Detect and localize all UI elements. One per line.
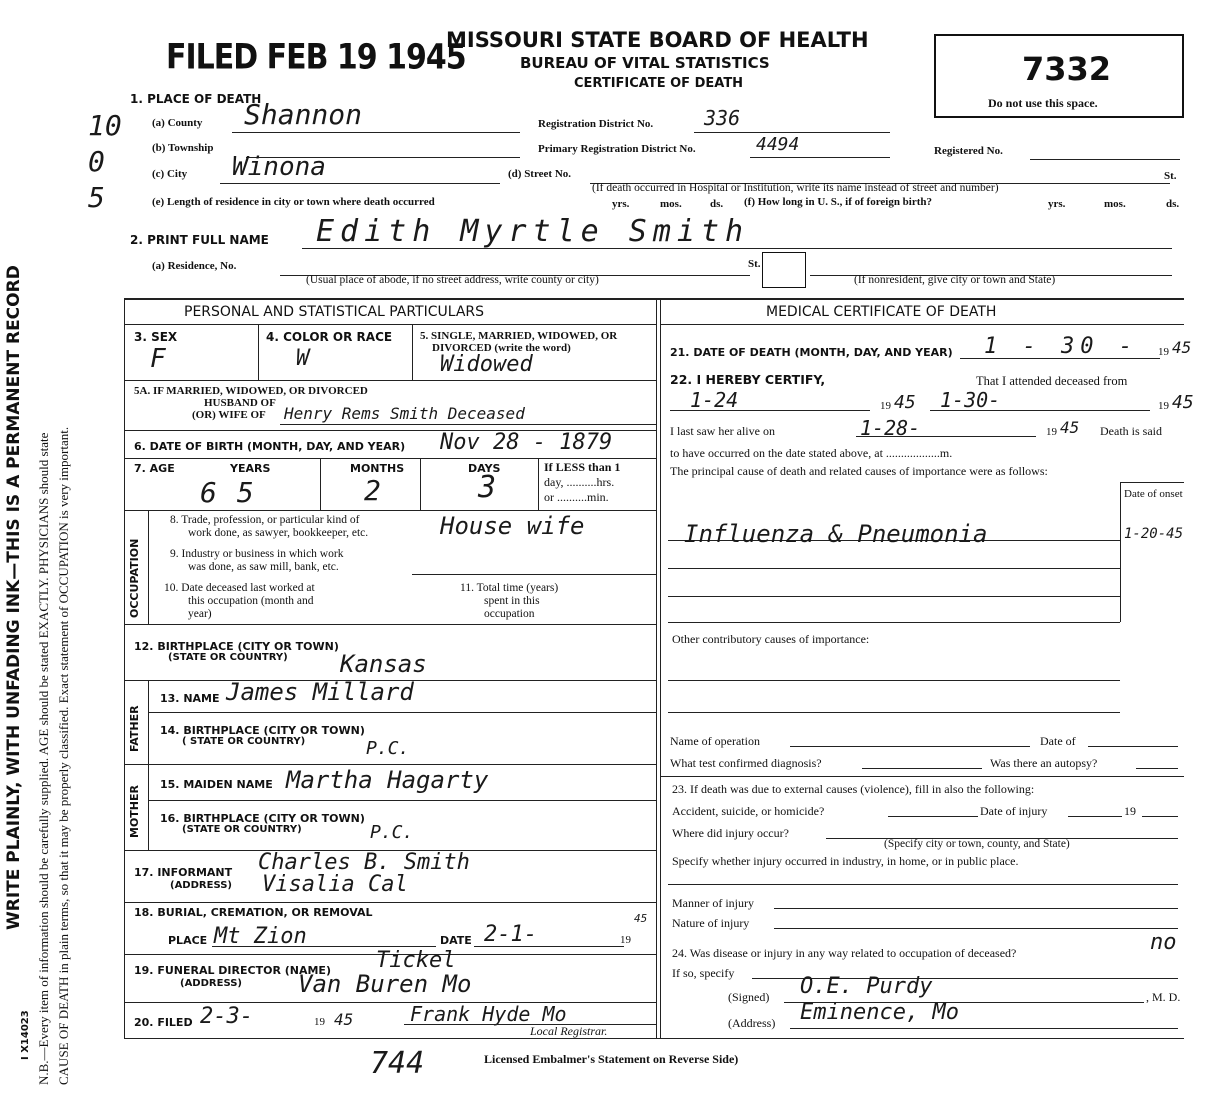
last-worked-label-1: 10. Date deceased last worked at (164, 582, 315, 594)
birthplace-label-2: (STATE OR COUNTRY) (168, 652, 288, 663)
spouse-label-2: HUSBAND OF (204, 397, 276, 409)
birthplace-value: Kansas (340, 650, 427, 678)
birthplace-label-1: 12. BIRTHPLACE (CITY OR TOWN) (134, 640, 339, 653)
table-top-rule (124, 298, 1184, 300)
full-name-value: Edith Myrtle Smith (316, 214, 750, 249)
test-confirmed-label: What test confirmed diagnosis? (670, 756, 822, 770)
personal-particulars-header: PERSONAL AND STATISTICAL PARTICULARS (184, 304, 485, 320)
primary-registration-value: 4494 (756, 134, 800, 155)
burial-date-19: 19 (620, 934, 631, 946)
trade-label-1: 8. Trade, profession, or particular kind of (170, 514, 360, 526)
sex-label: 3. SEX (134, 330, 178, 344)
mother-side-label: MOTHER (128, 785, 141, 838)
attended-from-19: 19 (880, 400, 891, 412)
total-time-label-2: spent in this (484, 595, 540, 607)
father-birthplace-label-2: ( STATE OR COUNTRY) (182, 736, 306, 747)
city-value: Winona (232, 152, 326, 182)
burial-label: 18. BURIAL, CREMATION, OR REMOVAL (134, 906, 373, 919)
age-years-value: 65 (200, 476, 274, 509)
last-saw-year: 45 (1060, 418, 1080, 437)
father-birthplace-label-1: 14. BIRTHPLACE (CITY OR TOWN) (160, 724, 365, 737)
date-of-onset-label: Date of onset (1124, 488, 1183, 500)
form-code: I X14023 (20, 1010, 31, 1060)
funeral-director-address-label: (ADDRESS) (180, 978, 242, 989)
registration-district-label: Registration District No. (538, 118, 654, 130)
last-saw-label: I last saw her alive on (670, 424, 775, 438)
form-certificate-title: CERTIFICATE OF DEATH (574, 76, 744, 91)
filed-label: 20. FILED (134, 1016, 193, 1029)
certify-text: That I attended deceased from (976, 374, 1128, 388)
total-time-label-3: occupation (484, 608, 535, 620)
filed-date-value: 2-3- (200, 1004, 253, 1029)
date-of-birth-value: Nov 28 - 1879 (440, 430, 613, 455)
age-label: 7. AGE (134, 462, 175, 475)
trade-value: House wife (440, 512, 585, 540)
maiden-name-value: Martha Hagarty (286, 766, 489, 794)
form-title: MISSOURI STATE BOARD OF HEALTH (446, 28, 869, 52)
spouse-label-1: 5A. IF MARRIED, WIDOWED, OR DIVORCED (134, 385, 368, 397)
attended-from-year: 45 (894, 392, 916, 413)
death-said-label: Death is said (1100, 424, 1162, 438)
medical-certificate-header: MEDICAL CERTIFICATE OF DEATH (766, 304, 997, 320)
signed-value: O.E. Purdy (800, 974, 933, 999)
street-st-label: St. (1164, 170, 1177, 182)
father-side-label: FATHER (128, 705, 141, 752)
city-label: (c) City (152, 168, 188, 180)
onset-value: 1-20-45 (1124, 526, 1184, 542)
cause-of-death-value: Influenza & Pneumonia (684, 520, 988, 548)
primary-registration-label: Primary Registration District No. (538, 143, 696, 155)
industry-label-1: 9. Industry or business in which work (170, 548, 344, 560)
informant-address-label: (ADDRESS) (170, 880, 232, 891)
residence-length-label: (e) Length of residence in city or town where death occurred (152, 196, 435, 208)
permanent-record-note: WRITE PLAINLY, WITH UNFADING INK—THIS IS A PERMANENT RECORD (4, 265, 24, 930)
injury-date-label: Date of injury (980, 804, 1048, 818)
md-label: , M. D. (1146, 990, 1181, 1004)
age-years-label: YEARS (230, 462, 271, 475)
last-worked-label-3: year) (188, 608, 212, 620)
registered-no-label: Registered No. (934, 145, 1003, 157)
date-of-death-value: 1 - 30 - (984, 334, 1138, 359)
industry-label-2: was done, as saw mill, bank, etc. (188, 561, 339, 573)
certify-label: 22. I HEREBY CERTIFY, (670, 372, 826, 387)
residence-label: (a) Residence, No. (152, 260, 237, 272)
funeral-director-value: Tickel (376, 948, 456, 973)
foreign-ds: ds. (1166, 198, 1180, 210)
office-use-note: Do not use this space. (988, 96, 1098, 110)
spouse-label-3: (OR) WIFE OF (192, 409, 266, 421)
bottom-number: 744 (370, 1046, 425, 1081)
foreign-birth-label: (f) How long in U. S., if of foreign birth? (744, 196, 933, 208)
age-months-value: 2 (364, 474, 381, 507)
mother-birthplace-label-1: 16. BIRTHPLACE (CITY OR TOWN) (160, 812, 365, 825)
autopsy-label: Was there an autopsy? (990, 756, 1098, 770)
principal-cause-text: The principal cause of death and related causes of importance were as follows: (670, 464, 1048, 478)
burial-place-value: Mt Zion (214, 924, 307, 949)
residence-mos: mos. (660, 198, 682, 210)
informant-address-value: Visalia Cal (262, 872, 408, 897)
operation-label: Name of operation (670, 734, 760, 748)
operation-date-label: Date of (1040, 734, 1076, 748)
color-race-value: W (296, 346, 310, 371)
last-saw-19: 19 (1046, 426, 1057, 438)
specify-location-note: (Specify city or town, county, and State) (884, 838, 1070, 850)
age-days-value: 3 (478, 470, 497, 505)
manner-injury-label: Manner of injury (672, 896, 754, 910)
total-time-label-1: 11. Total time (years) (460, 582, 559, 594)
residence-st-label: St. (748, 258, 761, 270)
less-than-day-1: If LESS than 1 (544, 460, 621, 474)
date-of-death-19: 19 (1158, 346, 1169, 358)
office-use-box (934, 34, 1184, 118)
contributory-causes-label: Other contributory causes of importance: (672, 632, 870, 646)
occurred-text: to have occurred on the date stated above, at ..................m. (670, 446, 953, 460)
marital-status-value: Widowed (440, 352, 533, 377)
burial-date-label: DATE (440, 934, 472, 947)
accident-label: Accident, suicide, or homicide? (672, 804, 825, 818)
father-name-value: James Millard (226, 678, 414, 706)
last-saw-value: 1-28- (860, 416, 921, 440)
nb-instructions-2: CAUSE OF DEATH in plain terms, so that it may be properly classified. Exact statement of OCCUPATION is very important. (56, 426, 71, 1085)
residence-note: (Usual place of abode, if no street address, write county or city) (306, 274, 599, 286)
residence-yrs: yrs. (612, 198, 630, 210)
funeral-director-label: 19. FUNERAL DIRECTOR (NAME) (134, 964, 331, 977)
less-than-day-3: or ..........min. (544, 490, 609, 504)
informant-name-value: Charles B. Smith (258, 850, 470, 875)
marital-status-label-2: DIVORCED (write the word) (432, 342, 571, 354)
spouse-value: Henry Rems Smith Deceased (284, 404, 525, 423)
nb-instructions-1: N.B.—Every item of information should be carefully supplied. AGE should be stated EXACTLY. PHYSICIANS should state (36, 432, 51, 1085)
township-label: (b) Township (152, 142, 214, 154)
marital-status-label-1: 5. SINGLE, MARRIED, WIDOWED, OR (420, 330, 618, 342)
less-than-day-2: day, ..........hrs. (544, 475, 615, 489)
margin-digits: 10 0 5 (88, 109, 122, 214)
burial-date-year: 45 (634, 912, 648, 925)
residence-box (762, 252, 806, 288)
occupation-related-value: no (1150, 930, 1177, 955)
street-label: (d) Street No. (508, 168, 572, 180)
maiden-name-label: 15. MAIDEN NAME (160, 778, 273, 791)
date-of-death-year: 45 (1172, 338, 1192, 357)
if-so-specify-label: If so, specify (672, 966, 735, 980)
attended-from-value: 1-24 (690, 388, 739, 412)
mother-birthplace-value: P.C. (370, 822, 414, 843)
embalmer-note: Licensed Embalmer's Statement on Reverse Side) (484, 1052, 739, 1066)
burial-date-value: 2-1- (484, 922, 537, 947)
occupation-side-label: OCCUPATION (128, 538, 141, 618)
foreign-mos: mos. (1104, 198, 1126, 210)
doctor-address-label: (Address) (728, 1016, 776, 1030)
date-of-birth-label: 6. DATE OF BIRTH (MONTH, DAY, AND YEAR) (134, 440, 406, 453)
external-causes-label: 23. If death was due to external causes (violence), fill in also the following: (672, 782, 1035, 796)
sex-value: F (150, 344, 166, 374)
nature-injury-label: Nature of injury (672, 916, 750, 930)
attended-to-19: 19 (1158, 400, 1169, 412)
attended-to-value: 1-30- (940, 388, 1001, 412)
where-injury-label: Where did injury occur? (672, 826, 789, 840)
nonresident-note: (If nonresident, give city or town and State) (854, 274, 1056, 286)
local-registrar-label: Local Registrar. (530, 1024, 608, 1038)
filed-stamp: FILED FEB 19 1945 (166, 37, 466, 78)
column-divider (660, 298, 661, 1038)
hospital-note: (If death occurred in Hospital or Institution, write its name instead of street and number) (592, 182, 999, 194)
county-label: (a) County (152, 117, 203, 129)
occupation-related-label: 24. Was disease or injury in any way related to occupation of deceased? (672, 946, 1017, 960)
informant-label: 17. INFORMANT (134, 866, 233, 879)
form-subtitle: BUREAU OF VITAL STATISTICS (520, 54, 770, 72)
age-days-label: DAYS (468, 462, 501, 475)
burial-place-label: PLACE (168, 934, 208, 947)
signed-label: (Signed) (728, 990, 770, 1004)
color-race-label: 4. COLOR OR RACE (266, 330, 393, 344)
attended-to-year: 45 (1172, 392, 1194, 413)
full-name-label: 2. PRINT FULL NAME (130, 233, 269, 247)
date-of-death-label: 21. DATE OF DEATH (MONTH, DAY, AND YEAR) (670, 346, 953, 359)
certificate-number: 7332 (1022, 50, 1112, 88)
father-birthplace-value: P.C. (366, 738, 410, 759)
doctor-address-value: Eminence, Mo (800, 1000, 959, 1025)
trade-label-2: work done, as sawyer, bookkeeper, etc. (188, 527, 369, 539)
registrar-value: Frank Hyde Mo (410, 1002, 567, 1026)
age-months-label: MONTHS (350, 462, 405, 475)
foreign-yrs: yrs. (1048, 198, 1066, 210)
mother-birthplace-label-2: (STATE OR COUNTRY) (182, 824, 302, 835)
residence-ds: ds. (710, 198, 724, 210)
injury-year-label: 19 (1124, 804, 1136, 818)
father-name-label: 13. NAME (160, 692, 220, 705)
filed-19: 19 (314, 1016, 325, 1028)
filed-year-value: 45 (334, 1010, 354, 1029)
registration-district-value: 336 (704, 106, 741, 130)
county-value: Shannon (244, 98, 363, 131)
place-of-death-label: 1. PLACE OF DEATH (130, 92, 262, 106)
where-specify-text: Specify whether injury occurred in industry, in home, or in public place. (672, 854, 1019, 868)
last-worked-label-2: this occupation (month and (188, 595, 314, 607)
funeral-director-address-value: Van Buren Mo (298, 970, 472, 998)
